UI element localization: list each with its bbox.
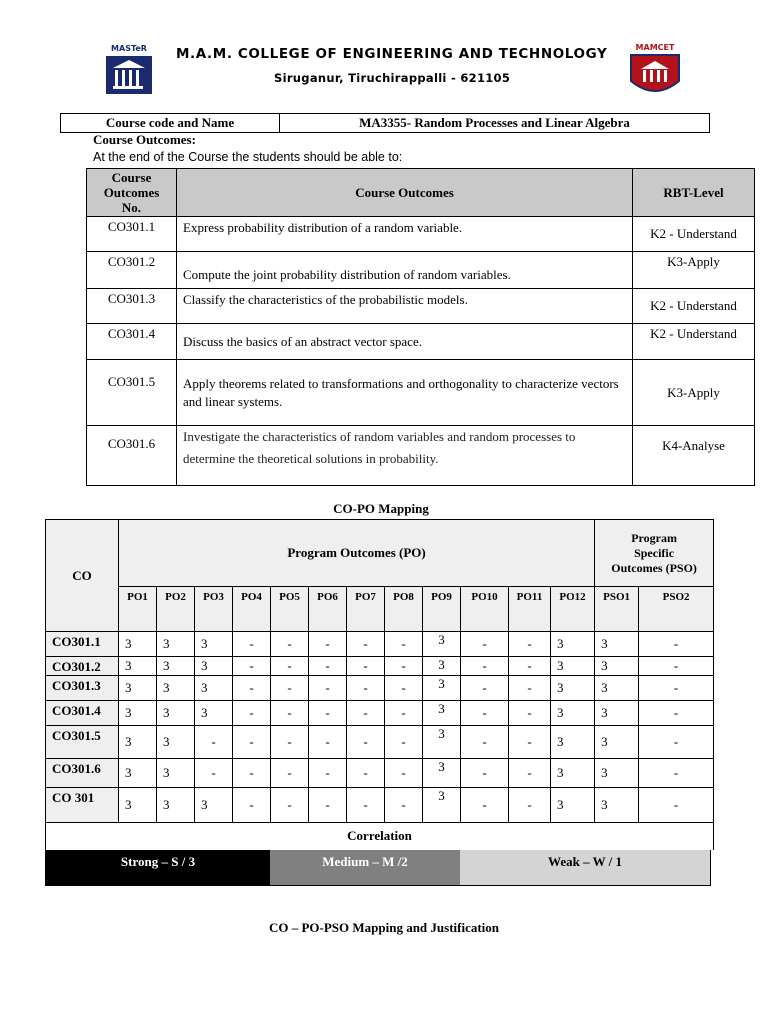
mapping-cell: - xyxy=(509,701,551,726)
mapping-cell: - xyxy=(461,676,509,701)
mapping-cell: 3 xyxy=(595,657,639,676)
mapping-cell: - xyxy=(233,726,271,759)
mapping-cell: - xyxy=(461,726,509,759)
mapping-cell: - xyxy=(347,676,385,701)
mapping-cell: - xyxy=(509,657,551,676)
mapping-cell: - xyxy=(639,701,714,726)
mapping-cell: - xyxy=(233,676,271,701)
mapping-cell: 3 xyxy=(195,701,233,726)
building-icon xyxy=(103,54,155,96)
co-no-header-line3: No. xyxy=(121,200,142,215)
legend-weak: Weak – W / 1 xyxy=(460,850,710,885)
mapping-cell: 3 xyxy=(595,632,639,657)
mapping-cell: - xyxy=(639,632,714,657)
legend-medium: Medium – M /2 xyxy=(270,850,460,885)
co-column-header: CO xyxy=(46,520,119,632)
table-row xyxy=(87,426,755,486)
mapping-cell: - xyxy=(461,759,509,788)
po-col-header: PO12 xyxy=(551,587,595,632)
mapping-cell: - xyxy=(639,726,714,759)
mapping-cell: - xyxy=(385,701,423,726)
po-col-header: PO1 xyxy=(119,587,157,632)
co-no: CO301.1 xyxy=(87,217,177,252)
co-rbt: K4-Analyse xyxy=(633,426,755,486)
table-row xyxy=(87,360,755,426)
mapping-cell: - xyxy=(347,632,385,657)
mapping-cell: 3 xyxy=(423,759,461,788)
table-row xyxy=(46,632,714,657)
pso-col-header: PSO1 xyxy=(595,587,639,632)
mapping-cell: - xyxy=(639,759,714,788)
mapping-cell: - xyxy=(347,759,385,788)
co-no-header-line2: Outcomes xyxy=(103,185,160,200)
college-name: M.A.M. COLLEGE OF ENGINEERING AND TECHNOLOGY xyxy=(176,46,608,62)
mapping-cell: - xyxy=(385,657,423,676)
table-row xyxy=(87,252,755,289)
mapping-cell: - xyxy=(347,726,385,759)
mapping-cell: - xyxy=(509,788,551,823)
table-row xyxy=(46,788,714,823)
co-no-header-line1: Course xyxy=(111,170,152,185)
justification-title: CO – PO-PSO Mapping and Justification xyxy=(268,920,500,935)
pso-header-line1: Program xyxy=(631,530,677,545)
co-outcomes-header: Course Outcomes xyxy=(177,169,633,217)
mapping-cell: 3 xyxy=(423,676,461,701)
mapping-cell: 3 xyxy=(551,701,595,726)
co-description: Express probability distribution of a random variable. xyxy=(177,217,633,252)
co-description: Compute the joint probability distribution of random variables. xyxy=(177,252,633,289)
mapping-cell: 3 xyxy=(157,657,195,676)
mapping-cell: 3 xyxy=(423,726,461,759)
mapping-cell: - xyxy=(509,676,551,701)
mapping-cell: - xyxy=(271,657,309,676)
crest-icon xyxy=(627,53,683,97)
mapping-cell: 3 xyxy=(551,726,595,759)
correlation-label: Correlation xyxy=(46,823,714,850)
mapping-cell: - xyxy=(461,701,509,726)
mapping-co-label: CO 301 xyxy=(46,788,119,823)
mapping-cell: - xyxy=(271,632,309,657)
mapping-cell: 3 xyxy=(551,676,595,701)
mapping-cell: 3 xyxy=(595,788,639,823)
po-group-header: Program Outcomes (PO) xyxy=(119,520,595,587)
co-rbt: K3-Apply xyxy=(633,360,755,426)
co-description: Investigate the characteristics of random variables and random processes to determine the theoretical solutions in probability. xyxy=(177,426,633,486)
mapping-cell: - xyxy=(385,726,423,759)
mapping-cell: 3 xyxy=(119,726,157,759)
mapping-cell: - xyxy=(461,657,509,676)
course-code-box xyxy=(60,113,710,133)
mapping-cell: - xyxy=(309,701,347,726)
co-description: Apply theorems related to transformations and orthogonality to characterize vectors and linear systems. xyxy=(177,360,633,426)
mapping-cell: - xyxy=(385,788,423,823)
course-outcomes-table xyxy=(86,168,755,486)
mapping-co-label: CO301.6 xyxy=(46,759,119,788)
mapping-cell: 3 xyxy=(195,657,233,676)
co-description: Classify the characteristics of the probabilistic models. xyxy=(177,289,633,324)
mapping-cell: 3 xyxy=(157,701,195,726)
table-row xyxy=(46,657,714,676)
co-no: CO301.3 xyxy=(87,289,177,324)
mapping-co-label: CO301.3 xyxy=(46,676,119,701)
course-code-value: MA3355- Random Processes and Linear Algebra xyxy=(359,115,630,130)
pso-group-header xyxy=(595,520,714,587)
legend-strong: Strong – S / 3 xyxy=(46,850,270,885)
mapping-cell: - xyxy=(271,676,309,701)
co-po-mapping-title: CO-PO Mapping xyxy=(333,501,429,516)
po-col-header: PO6 xyxy=(309,587,347,632)
mapping-cell: - xyxy=(461,788,509,823)
mapping-cell: 3 xyxy=(595,759,639,788)
mapping-cell: 3 xyxy=(157,676,195,701)
mapping-cell: - xyxy=(233,701,271,726)
co-no-header xyxy=(87,169,177,217)
course-code-label: Course code and Name xyxy=(105,115,235,130)
mapping-cell: 3 xyxy=(157,726,195,759)
mapping-cell: 3 xyxy=(195,632,233,657)
mapping-cell: - xyxy=(461,632,509,657)
po-col-header: PO3 xyxy=(195,587,233,632)
mapping-cell: - xyxy=(509,759,551,788)
co-po-mapping-table xyxy=(45,519,714,850)
mapping-cell: 3 xyxy=(157,788,195,823)
mapping-cell: 3 xyxy=(423,701,461,726)
table-row xyxy=(46,759,714,788)
mapping-co-label: CO301.2 xyxy=(46,657,119,676)
mapping-cell: - xyxy=(233,632,271,657)
po-col-header: PO9 xyxy=(423,587,461,632)
mapping-cell: - xyxy=(233,759,271,788)
mapping-cell: 3 xyxy=(119,676,157,701)
correlation-legend xyxy=(45,850,711,886)
mapping-cell: - xyxy=(195,726,233,759)
mapping-cell: - xyxy=(233,788,271,823)
mapping-body xyxy=(46,632,714,823)
po-col-header: PO10 xyxy=(461,587,509,632)
co-no: CO301.6 xyxy=(87,426,177,486)
mapping-co-label: CO301.1 xyxy=(46,632,119,657)
mapping-cell: - xyxy=(347,657,385,676)
college-address: Siruganur, Tiruchirappalli - 621105 xyxy=(274,71,511,85)
table-row xyxy=(87,217,755,252)
mapping-cell: - xyxy=(271,788,309,823)
mapping-cell: - xyxy=(309,759,347,788)
mapping-cell: - xyxy=(509,632,551,657)
mapping-cell: 3 xyxy=(119,759,157,788)
table-row xyxy=(87,324,755,360)
mapping-cell: - xyxy=(347,701,385,726)
mapping-cell: - xyxy=(271,759,309,788)
right-logo xyxy=(627,43,683,97)
co-no: CO301.4 xyxy=(87,324,177,360)
po-col-header: PO11 xyxy=(509,587,551,632)
mapping-cell: - xyxy=(271,726,309,759)
table-row xyxy=(46,701,714,726)
mapping-cell: 3 xyxy=(119,701,157,726)
mapping-cell: - xyxy=(233,657,271,676)
co-rbt-header: RBT-Level xyxy=(633,169,755,217)
mapping-cell: - xyxy=(639,657,714,676)
table-row xyxy=(46,726,714,759)
co-no: CO301.5 xyxy=(87,360,177,426)
mapping-co-label: CO301.4 xyxy=(46,701,119,726)
mapping-cell: 3 xyxy=(423,632,461,657)
co-rbt: K3-Apply xyxy=(633,252,755,289)
mapping-cell: - xyxy=(271,701,309,726)
mapping-cell: 3 xyxy=(119,657,157,676)
mapping-cell: - xyxy=(195,759,233,788)
mapping-cell: 3 xyxy=(423,788,461,823)
table-row xyxy=(87,289,755,324)
mapping-cell: - xyxy=(385,676,423,701)
course-outcomes-heading: Course Outcomes: xyxy=(93,132,196,147)
po-col-header: PO7 xyxy=(347,587,385,632)
mapping-cell: - xyxy=(509,726,551,759)
mapping-cell: 3 xyxy=(551,759,595,788)
mapping-cell: 3 xyxy=(157,632,195,657)
mapping-cell: - xyxy=(385,632,423,657)
co-rbt: K2 - Understand xyxy=(633,217,755,252)
right-logo-text: MAMCET xyxy=(635,43,675,52)
co-rbt: K2 - Understand xyxy=(633,324,755,360)
po-col-header: PO2 xyxy=(157,587,195,632)
mapping-cell: 3 xyxy=(595,726,639,759)
mapping-cell: 3 xyxy=(195,788,233,823)
course-intro-text: At the end of the Course the students should be able to: xyxy=(93,150,403,164)
mapping-cell: 3 xyxy=(551,632,595,657)
left-logo xyxy=(103,44,155,96)
mapping-cell: 3 xyxy=(195,676,233,701)
mapping-cell: 3 xyxy=(423,657,461,676)
mapping-cell: 3 xyxy=(551,657,595,676)
mapping-cell: 3 xyxy=(595,701,639,726)
po-col-header: PO8 xyxy=(385,587,423,632)
co-no: CO301.2 xyxy=(87,252,177,289)
pso-header-line3: Outcomes (PSO) xyxy=(611,560,697,575)
table-row xyxy=(46,676,714,701)
mapping-cell: 3 xyxy=(119,632,157,657)
mapping-cell: 3 xyxy=(119,788,157,823)
mapping-cell: 3 xyxy=(595,676,639,701)
mapping-cell: - xyxy=(347,788,385,823)
mapping-cell: - xyxy=(639,788,714,823)
mapping-cell: - xyxy=(309,632,347,657)
mapping-cell: 3 xyxy=(157,759,195,788)
co-description: Discuss the basics of an abstract vector space. xyxy=(177,324,633,360)
mapping-cell: - xyxy=(385,759,423,788)
mapping-cell: - xyxy=(309,788,347,823)
mapping-cell: 3 xyxy=(551,788,595,823)
po-col-header: PO4 xyxy=(233,587,271,632)
mapping-cell: - xyxy=(639,676,714,701)
mapping-cell: - xyxy=(309,676,347,701)
pso-header-line2: Specific xyxy=(634,545,675,560)
mapping-cell: - xyxy=(309,726,347,759)
po-col-header: PO5 xyxy=(271,587,309,632)
co-rbt: K2 - Understand xyxy=(633,289,755,324)
mapping-co-label: CO301.5 xyxy=(46,726,119,759)
mapping-cell: - xyxy=(309,657,347,676)
left-logo-text: MASTeR xyxy=(111,44,147,53)
pso-col-header: PSO2 xyxy=(639,587,714,632)
